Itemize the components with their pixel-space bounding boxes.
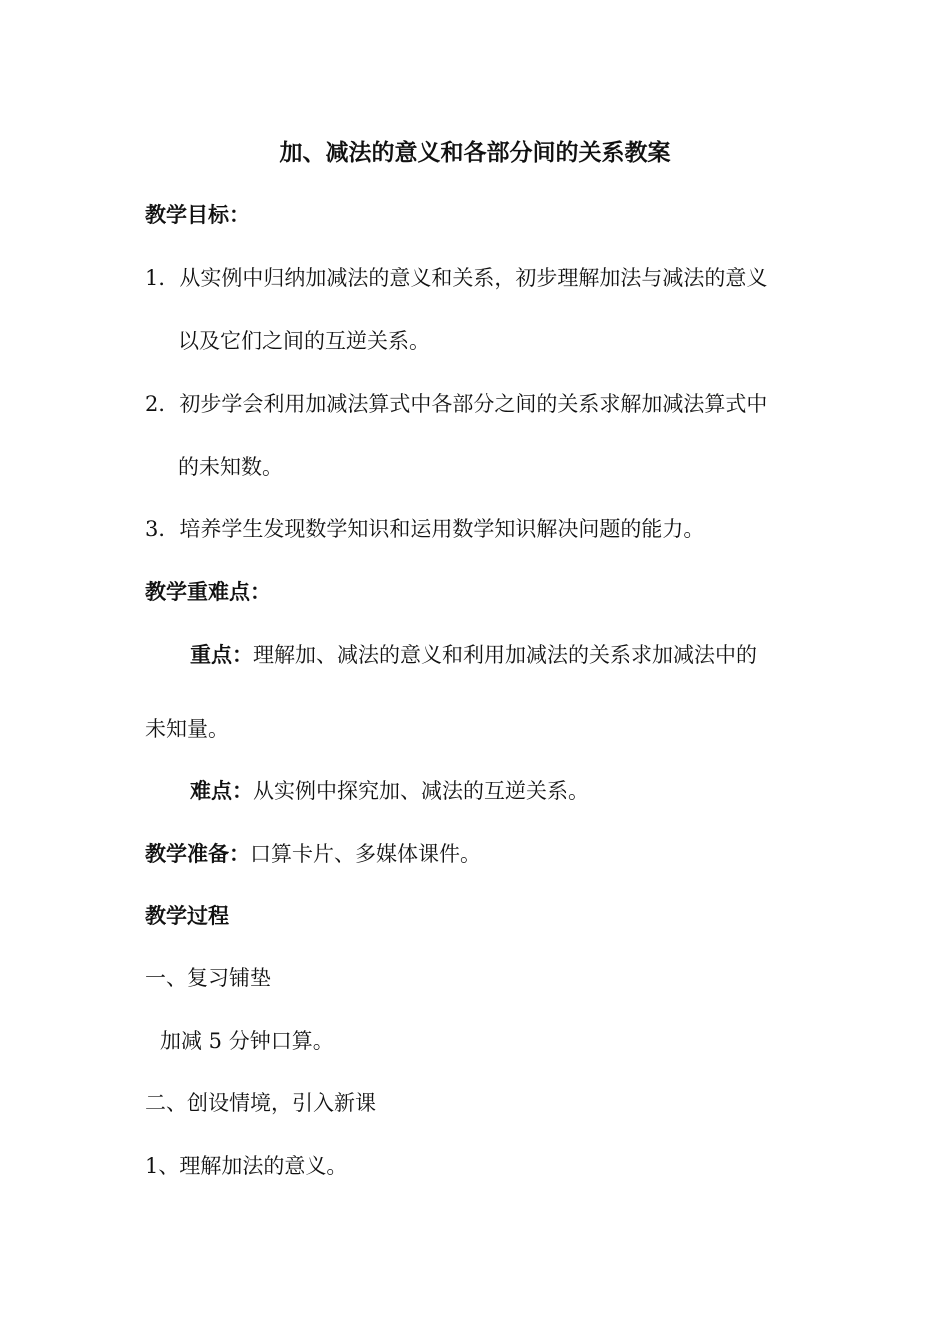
preparation-line — [145, 839, 481, 869]
difficulty-line — [190, 776, 589, 806]
objective-1-line-1: 1．从实例中归纳加减法的意义和关系，初步理解加法与减法的意义 — [145, 266, 768, 290]
objectives-heading: 教学目标： — [145, 203, 250, 227]
objective-2-line-1: 2．初步学会利用加减法算式中各部分之间的关系求解加减法算式中 — [145, 392, 768, 416]
process-heading: 教学过程 — [145, 904, 229, 928]
key-points-heading: 教学重难点： — [145, 580, 271, 604]
key-point-line-2: 未知量。 — [145, 717, 229, 741]
preparation-label: 教学准备： — [145, 842, 250, 866]
key-point-label: 重点： — [190, 643, 253, 667]
preparation-text: 口算卡片、多媒体课件。 — [250, 842, 481, 866]
key-point-text: 理解加、减法的意义和利用加减法的关系求加减法中的 — [253, 643, 757, 667]
section-1-item: 加减 5 分钟口算。 — [160, 1029, 334, 1053]
section-2-item: 1、理解加法的意义。 — [145, 1154, 348, 1178]
document-title: 加、减法的意义和各部分间的关系教案 — [279, 140, 671, 166]
section-1-heading: 一、复习铺垫 — [145, 966, 271, 990]
difficulty-label: 难点： — [190, 779, 253, 803]
objective-1-line-2: 以及它们之间的互逆关系。 — [178, 329, 430, 353]
difficulty-text: 从实例中探究加、减法的互逆关系。 — [253, 779, 589, 803]
key-point-line-1 — [190, 640, 757, 670]
objective-2-line-2: 的未知数。 — [178, 455, 283, 479]
objective-3: 3．培养学生发现数学知识和运用数学知识解决问题的能力。 — [145, 517, 705, 541]
section-2-heading: 二、创设情境，引入新课 — [145, 1091, 376, 1115]
